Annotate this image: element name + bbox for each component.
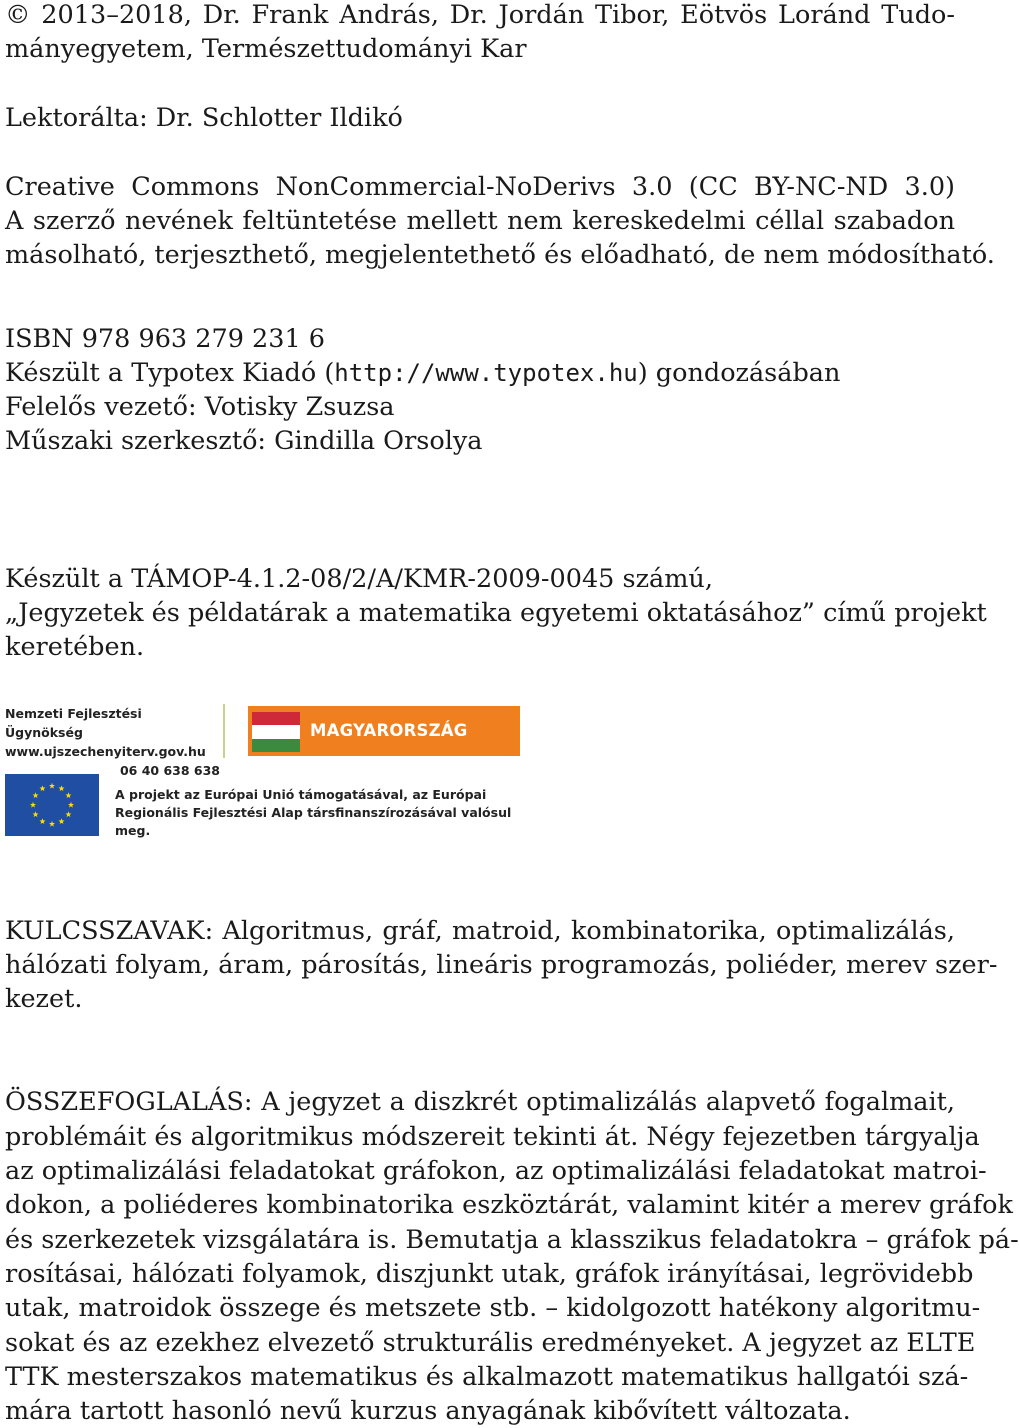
summary-line: sokat és az ezekhez elvezető strukturális eredményeket. A jegyzet az ELTE	[5, 1328, 976, 1358]
summary-line-end: mára tartott hasonló nevű kurzus anyagának kibővített változata.	[5, 1396, 851, 1426]
publisher-line	[5, 356, 955, 390]
license-name: Creative Commons NonCommercial-NoDerivs 3.0 (CC BY-NC-ND 3.0)	[5, 172, 955, 202]
summary-line: utak, matroidok összege és metszete stb. – kidolgozott hatékony algoritmu-	[5, 1293, 981, 1323]
logo-divider	[223, 704, 225, 758]
tech-editor-line: Műszaki szerkesztő: Gindilla Orsolya	[5, 426, 483, 456]
summary-line: az optimalizálási feladatokat gráfokon, az optimalizálási feladatokat matroi-	[5, 1156, 987, 1186]
project-line: Készült a TÁMOP-4.1.2-08/2/A/KMR-2009-0045 számú,	[5, 564, 713, 594]
agency-phone: 06 40 638 638	[119, 763, 220, 778]
eu-flag-icon	[5, 774, 99, 836]
summary-line: ÖSSZEFOGLALÁS: A jegyzet a diszkrét optimalizálás alapvető fogalmait,	[5, 1087, 955, 1117]
summary-line: problémáit és algoritmikus módszereit tekinti át. Négy fejezetben tárgyalja	[5, 1122, 980, 1152]
agency-name: Nemzeti Fejlesztési Ügynökség	[5, 706, 142, 740]
funding-logos	[5, 700, 525, 840]
keywords-line-end: kezet.	[5, 984, 83, 1014]
license-terms-line: A szerző nevének feltüntetése mellett nem kereskedelmi céllal szabadon	[5, 206, 955, 236]
publisher-url[interactable]: http://www.typotex.hu	[334, 359, 638, 387]
agency-url: www.ujszechenyiterv.gov.hu	[5, 744, 206, 759]
banner-text: MAGYARORSZÁG MEGÚJUL	[310, 721, 468, 790]
copyright-line-cont: mányegyetem, Természettudományi Kar	[5, 34, 527, 64]
publisher-suffix: ) gondozásában	[637, 358, 841, 388]
project-title-line: „Jegyzetek és példatárak a matematika egyetemi oktatásához” című projekt	[5, 598, 987, 628]
eu-funding-text	[115, 786, 525, 840]
summary-line: TTK mesterszakos matematikus és alkalmazott matematikus hallgatói szá-	[5, 1362, 969, 1392]
keywords-line: KULCSSZAVAK: Algoritmus, gráf, matroid, kombinatorika, optimalizálás,	[5, 916, 955, 946]
summary-line: dokon, a poliéderes kombinatorika eszköztárát, valamint kitér a merev gráfok	[5, 1190, 1013, 1220]
reviewer-line: Lektorálta: Dr. Schlotter Ildikó	[5, 103, 403, 133]
publisher-prefix: Készült a Typotex Kiadó (	[5, 358, 335, 388]
copyright-line: © 2013–2018, Dr. Frank András, Dr. Jordán Tibor, Eötvös Loránd Tudo-	[5, 0, 955, 30]
isbn: ISBN 978 963 279 231 6	[5, 324, 326, 354]
summary-line: rosításai, hálózati folyamok, diszjunkt utak, gráfok irányításai, legrövidebb	[5, 1259, 974, 1289]
editor-line: Felelős vezető: Votisky Zsuzsa	[5, 392, 395, 422]
eu-funding-line: Regionális Fejlesztési Alap társfinanszírozásával valósul meg.	[115, 805, 512, 838]
hungarian-flag-icon	[252, 712, 300, 752]
summary-line: és szerkezetek vizsgálatára is. Bemutatja a klasszikus feladatokra – gráfok pá-	[5, 1225, 1019, 1255]
magyarorszag-megujul-banner	[248, 706, 520, 790]
keywords-line: hálózati folyam, áram, párosítás, lineáris programozás, poliéder, merev szer-	[5, 950, 998, 980]
license-terms-line: másolható, terjeszthető, megjelentethető és előadható, de nem módosítható.	[5, 240, 995, 270]
agency-logo-text	[5, 704, 220, 780]
project-line-end: keretében.	[5, 632, 145, 662]
eu-funding-line: A projekt az Európai Unió támogatásával, az Európai	[115, 787, 487, 802]
